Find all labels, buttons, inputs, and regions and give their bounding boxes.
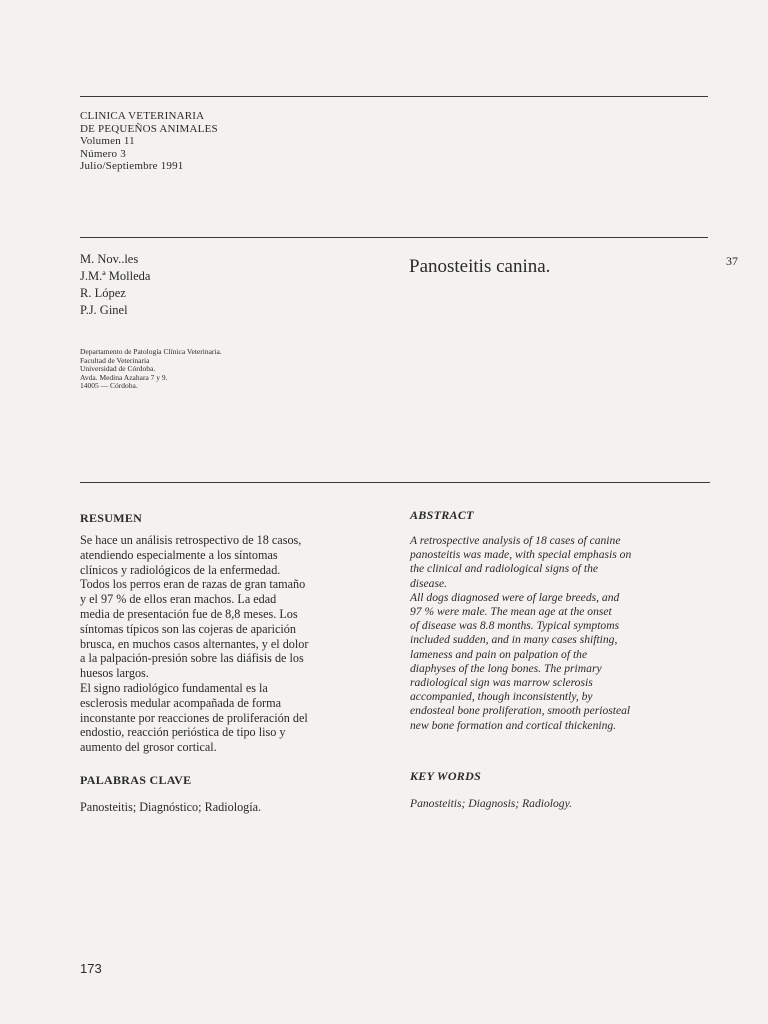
resumen-line: atendiendo especialmente a los síntomas: [80, 547, 278, 562]
affiliation-line: Universidad de Córdoba.: [80, 364, 156, 374]
author: R. López: [80, 286, 126, 300]
affiliation-line: Departamento de Patología Clínica Veterinaria.: [80, 347, 222, 356]
journal-line: CLINICA VETERINARIA: [80, 110, 205, 122]
journal-line: Número 3: [80, 147, 126, 160]
resumen-line: y el 97 % de ellos eran machos. La edad: [80, 592, 277, 607]
journal-line: Volumen 11: [80, 135, 135, 147]
key-words-text: Panosteitis; Diagnosis; Radiology.: [410, 797, 572, 810]
abstract-line: A retrospective analysis of 18 cases of canine: [410, 534, 621, 547]
resumen-line: esclerosis medular acompañada de forma: [80, 695, 282, 710]
author: P.J. Ginel: [80, 303, 128, 317]
author: J.M.ª Molleda: [80, 269, 151, 283]
resumen-line: huesos largos.: [80, 666, 149, 681]
abstract-line: accompanied, though inconsistently, by: [410, 690, 593, 704]
section-rule: [80, 482, 710, 483]
journal-page-number: 37: [726, 254, 738, 268]
abstract-line: included sudden, and in many cases shifting,: [410, 633, 618, 647]
author: M. Nov..les: [80, 252, 139, 266]
abstract-line: radiological sign was marrow sclerosis: [410, 676, 593, 690]
affiliation-line: 14005 — Córdoba.: [80, 381, 138, 391]
author-list: [80, 251, 150, 319]
abstract-line: All dogs diagnosed were of large breeds, and: [410, 590, 620, 604]
resumen-line: a la palpación-presión sobre las diáfisis de los: [80, 651, 304, 666]
resumen-line: inconstante por reacciones de proliferación del: [80, 710, 308, 725]
resumen-line: media de presentación fue de 8,8 meses. Los: [80, 606, 298, 621]
affiliation-line: Avda. Medina Azahara 7 y 9.: [80, 372, 168, 382]
key-words-heading: KEY WORDS: [410, 769, 482, 783]
abstract-line: disease.: [410, 576, 448, 590]
abstract-line: of disease was 8.8 months. Typical symptoms: [410, 619, 620, 633]
abstract-heading: ABSTRACT: [410, 508, 474, 522]
palabras-clave-heading: PALABRAS CLAVE: [80, 773, 192, 787]
article-title: Panosteitis canina.: [409, 256, 551, 277]
affiliation-line: Facultad de Veterinaria: [80, 355, 150, 365]
palabras-clave-text: Panosteitis; Diagnóstico; Radiología.: [80, 800, 262, 814]
resumen-line: Todos los perros eran de razas de gran tamaño: [80, 577, 306, 592]
abstract-line: lameness and pain on palpation of the: [410, 647, 588, 661]
resumen-line: aumento del grosor cortical.: [80, 740, 217, 755]
resumen-line: síntomas típicos son las cojeras de aparición: [80, 621, 296, 636]
journal-line: DE PEQUEÑOS ANIMALES: [80, 122, 218, 135]
page-number: 173: [80, 961, 102, 976]
resumen-heading: RESUMEN: [80, 511, 143, 525]
resumen-line: Se hace un análisis retrospectivo de 18 casos,: [80, 533, 302, 547]
abstract-line: endosteal bone proliferation, smooth periosteal: [410, 704, 631, 718]
abstract-line: panosteitis was made, with special emphasis on: [410, 548, 632, 562]
abstract-line: 97 % were male. The mean age at the onset: [410, 605, 612, 619]
abstract-line: new bone formation and cortical thickening.: [410, 718, 617, 732]
affiliation: [80, 348, 222, 391]
abstract-line: the clinical and radiological signs of the: [410, 562, 599, 576]
abstract-body: [410, 534, 715, 733]
resumen-line: clínicos y radiológicos de la enfermedad.: [80, 562, 281, 577]
resumen-body: [80, 533, 380, 755]
resumen-line: El signo radiológico fundamental es la: [80, 680, 268, 695]
title-rule: [80, 237, 708, 238]
abstract-line: diaphyses of the long bones. The primary: [410, 661, 602, 675]
resumen-line: endostio, reacción perióstica de tipo liso y: [80, 725, 286, 740]
journal-info: [80, 110, 218, 173]
journal-line: Julio/Septiembre 1991: [80, 160, 184, 172]
resumen-line: brusca, en muchos casos alternantes, y el dolor: [80, 636, 309, 651]
top-rule: [80, 96, 708, 97]
